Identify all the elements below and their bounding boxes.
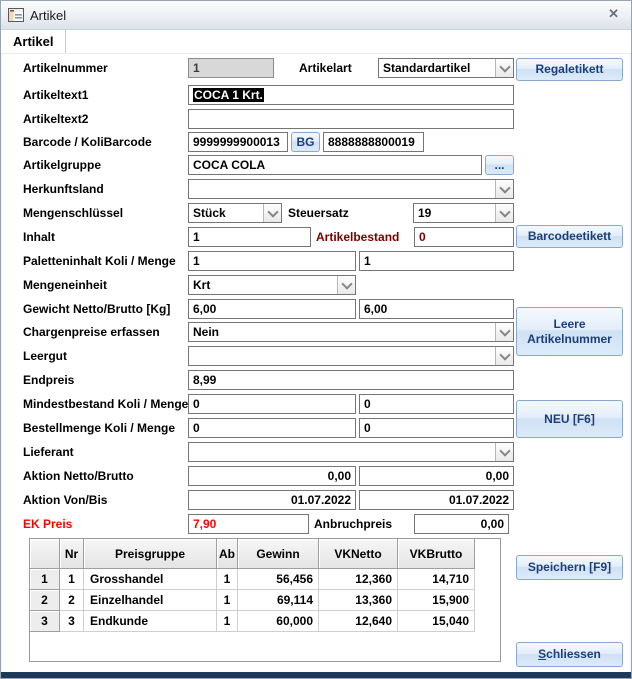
chevron-down-icon[interactable] — [495, 443, 513, 461]
table-row — [30, 590, 500, 611]
inhalt-field[interactable]: 1 — [188, 227, 311, 247]
anbruchpreis-field[interactable]: 0,00 — [414, 514, 509, 534]
label-artikelbestand: Artikelbestand — [316, 230, 400, 244]
chevron-glyph — [499, 445, 510, 456]
artikelgruppe-browse-button[interactable]: ... — [485, 155, 514, 175]
neu-button[interactable]: NEU [F6] — [516, 400, 623, 438]
chevron-glyph — [267, 206, 278, 217]
cell-gewinn[interactable]: 56,456 — [238, 569, 319, 590]
label-barcode: Barcode / KoliBarcode — [23, 135, 152, 149]
chevron-down-icon[interactable] — [495, 323, 513, 341]
label-aktion-zeitraum: Aktion Von/Bis — [23, 493, 108, 507]
gewicht-netto-field[interactable]: 6,00 — [188, 299, 356, 319]
table-row — [30, 611, 500, 632]
mengenschluessel-select[interactable] — [188, 203, 282, 223]
schliessen-button[interactable] — [516, 642, 623, 667]
chargenpreise-select[interactable] — [188, 322, 514, 342]
header-vkbrutto: VKBrutto — [398, 539, 475, 569]
mengenschluessel-value: Stück — [193, 206, 226, 220]
artikelbestand-field[interactable]: 0 — [414, 227, 514, 247]
cell-ab[interactable]: 1 — [217, 611, 238, 632]
artikelart-select[interactable] — [378, 58, 514, 78]
window-title: Artikel — [30, 7, 67, 23]
chevron-glyph — [499, 325, 510, 336]
window-titlebar[interactable] — [1, 1, 631, 30]
mengeneinheit-value: Krt — [193, 278, 211, 292]
bg-button[interactable]: BG — [291, 132, 320, 152]
chevron-down-icon[interactable] — [337, 276, 355, 294]
herkunftsland-select[interactable] — [188, 179, 514, 199]
regaletikett-button[interactable]: Regaletikett — [516, 58, 623, 81]
label-artikelgruppe: Artikelgruppe — [23, 158, 102, 172]
close-icon[interactable]: ✕ — [608, 6, 619, 21]
endpreis-field[interactable]: 8,99 — [188, 370, 514, 390]
label-anbruchpreis: Anbruchpreis — [314, 517, 393, 531]
chevron-glyph — [499, 349, 510, 360]
cell-vknetto[interactable]: 12,360 — [319, 569, 398, 590]
label-lieferant: Lieferant — [23, 445, 74, 459]
form-icon — [8, 8, 24, 22]
chevron-down-icon[interactable] — [495, 59, 513, 77]
chevron-glyph — [499, 182, 510, 193]
leergut-select[interactable] — [188, 346, 514, 366]
label-mengeneinheit: Mengeneinheit — [23, 278, 108, 292]
label-ek-preis: EK Preis — [23, 517, 73, 531]
leere-artikelnummer-line1: Leere — [553, 316, 586, 331]
header-selector — [30, 539, 60, 569]
chargenpreise-value: Nein — [193, 325, 220, 339]
speichern-button[interactable]: Speichern [F9] — [516, 555, 623, 580]
header-ab: Ab — [217, 539, 238, 569]
label-leergut: Leergut — [23, 349, 68, 363]
pricing-table — [29, 538, 501, 662]
pricing-table-header-row — [30, 539, 500, 569]
label-endpreis: Endpreis — [23, 373, 75, 387]
artikeltext2-field[interactable] — [188, 109, 514, 129]
cell-nr[interactable]: 3 — [60, 611, 84, 632]
cell-vknetto[interactable]: 13,360 — [319, 590, 398, 611]
bestellmenge-koli-field[interactable]: 0 — [188, 418, 356, 438]
chevron-down-icon[interactable] — [263, 204, 281, 222]
cell-vkbrutto[interactable]: 15,900 — [398, 590, 475, 611]
label-gewicht: Gewicht Netto/Brutto [Kg] — [23, 302, 171, 316]
tab-bar — [1, 30, 631, 54]
cell-vknetto[interactable]: 12,640 — [319, 611, 398, 632]
barcode-field[interactable]: 9999999900013 — [188, 132, 288, 152]
cell-nr[interactable]: 2 — [60, 590, 84, 611]
steuersatz-value: 19 — [418, 206, 432, 220]
artikeltext1-field[interactable] — [188, 85, 514, 105]
artikelgruppe-field[interactable]: COCA COLA — [188, 155, 482, 175]
cell-preisgruppe[interactable]: Einzelhandel — [84, 590, 217, 611]
cell-ab[interactable]: 1 — [217, 590, 238, 611]
label-inhalt: Inhalt — [23, 230, 55, 244]
row-selector[interactable]: 3 — [30, 611, 60, 632]
cell-vkbrutto[interactable]: 15,040 — [398, 611, 475, 632]
label-artikelart: Artikelart — [299, 61, 352, 75]
mindestbestand-menge-field[interactable]: 0 — [359, 394, 514, 414]
aktion-brutto-field[interactable]: 0,00 — [359, 466, 514, 486]
cell-gewinn[interactable]: 60,000 — [238, 611, 319, 632]
aktion-netto-field[interactable]: 0,00 — [188, 466, 356, 486]
paletteninhalt-koli-field[interactable]: 1 — [188, 251, 356, 271]
aktion-bis-field[interactable]: 01.07.2022 — [359, 490, 514, 510]
window-bottom-bar — [1, 672, 631, 679]
ek-preis-field[interactable]: 7,90 — [188, 514, 309, 534]
row-selector[interactable]: 1 — [30, 569, 60, 590]
header-nr: Nr — [60, 539, 84, 569]
header-preisgruppe: Preisgruppe — [84, 539, 217, 569]
table-row — [30, 569, 500, 590]
bestellmenge-menge-field[interactable]: 0 — [359, 418, 514, 438]
artikelnummer-field[interactable]: 1 — [188, 58, 274, 78]
chevron-down-icon[interactable] — [495, 180, 513, 198]
steuersatz-select[interactable] — [413, 203, 514, 223]
label-artikeltext1: Artikeltext1 — [23, 88, 89, 102]
artikeltext1-value: COCA 1 Krt. — [194, 88, 263, 102]
cell-gewinn[interactable]: 69,114 — [238, 590, 319, 611]
chevron-glyph — [341, 278, 352, 289]
label-herkunftsland: Herkunftsland — [23, 182, 104, 196]
barcodeetikett-button[interactable]: Barcodeetikett — [516, 225, 623, 248]
mindestbestand-koli-field[interactable]: 0 — [188, 394, 356, 414]
cell-vkbrutto[interactable]: 14,710 — [398, 569, 475, 590]
gewicht-brutto-field[interactable]: 6,00 — [359, 299, 514, 319]
cell-nr[interactable]: 1 — [60, 569, 84, 590]
schliessen-label: Schliessen — [538, 647, 601, 661]
label-aktion-preis: Aktion Netto/Brutto — [23, 469, 134, 483]
paletteninhalt-menge-field[interactable]: 1 — [359, 251, 514, 271]
kolibarcode-field[interactable]: 8888888800019 — [323, 132, 424, 152]
cell-preisgruppe[interactable]: Grosshandel — [84, 569, 217, 590]
cell-ab[interactable]: 1 — [217, 569, 238, 590]
label-artikeltext2: Artikeltext2 — [23, 112, 89, 126]
chevron-glyph — [499, 61, 510, 72]
label-mindestbestand: Mindestbestand Koli / Menge — [23, 397, 189, 411]
cell-preisgruppe[interactable]: Endkunde — [84, 611, 217, 632]
header-gewinn: Gewinn — [238, 539, 319, 569]
label-artikelnummer: Artikelnummer — [23, 61, 108, 75]
chevron-glyph — [499, 206, 510, 217]
chevron-down-icon[interactable] — [495, 204, 513, 222]
aktion-von-field[interactable]: 01.07.2022 — [188, 490, 356, 510]
tab-artikel[interactable]: Artikel — [1, 30, 66, 53]
label-chargenpreise: Chargenpreise erfassen — [23, 325, 160, 339]
chevron-down-icon[interactable] — [495, 347, 513, 365]
leere-artikelnummer-line2: Artikelnummer — [527, 331, 612, 346]
artikelart-value: Standardartikel — [383, 61, 471, 75]
row-selector[interactable]: 2 — [30, 590, 60, 611]
header-vknetto: VKNetto — [319, 539, 398, 569]
label-mengenschluessel: Mengenschlüssel — [23, 206, 124, 220]
mengeneinheit-select[interactable] — [188, 275, 356, 295]
label-bestellmenge: Bestellmenge Koli / Menge — [23, 421, 176, 435]
lieferant-select[interactable] — [188, 442, 514, 462]
label-paletteninhalt: Paletteninhalt Koli / Menge — [23, 254, 176, 268]
label-steuersatz: Steuersatz — [288, 206, 349, 220]
leere-artikelnummer-button[interactable] — [516, 307, 623, 356]
